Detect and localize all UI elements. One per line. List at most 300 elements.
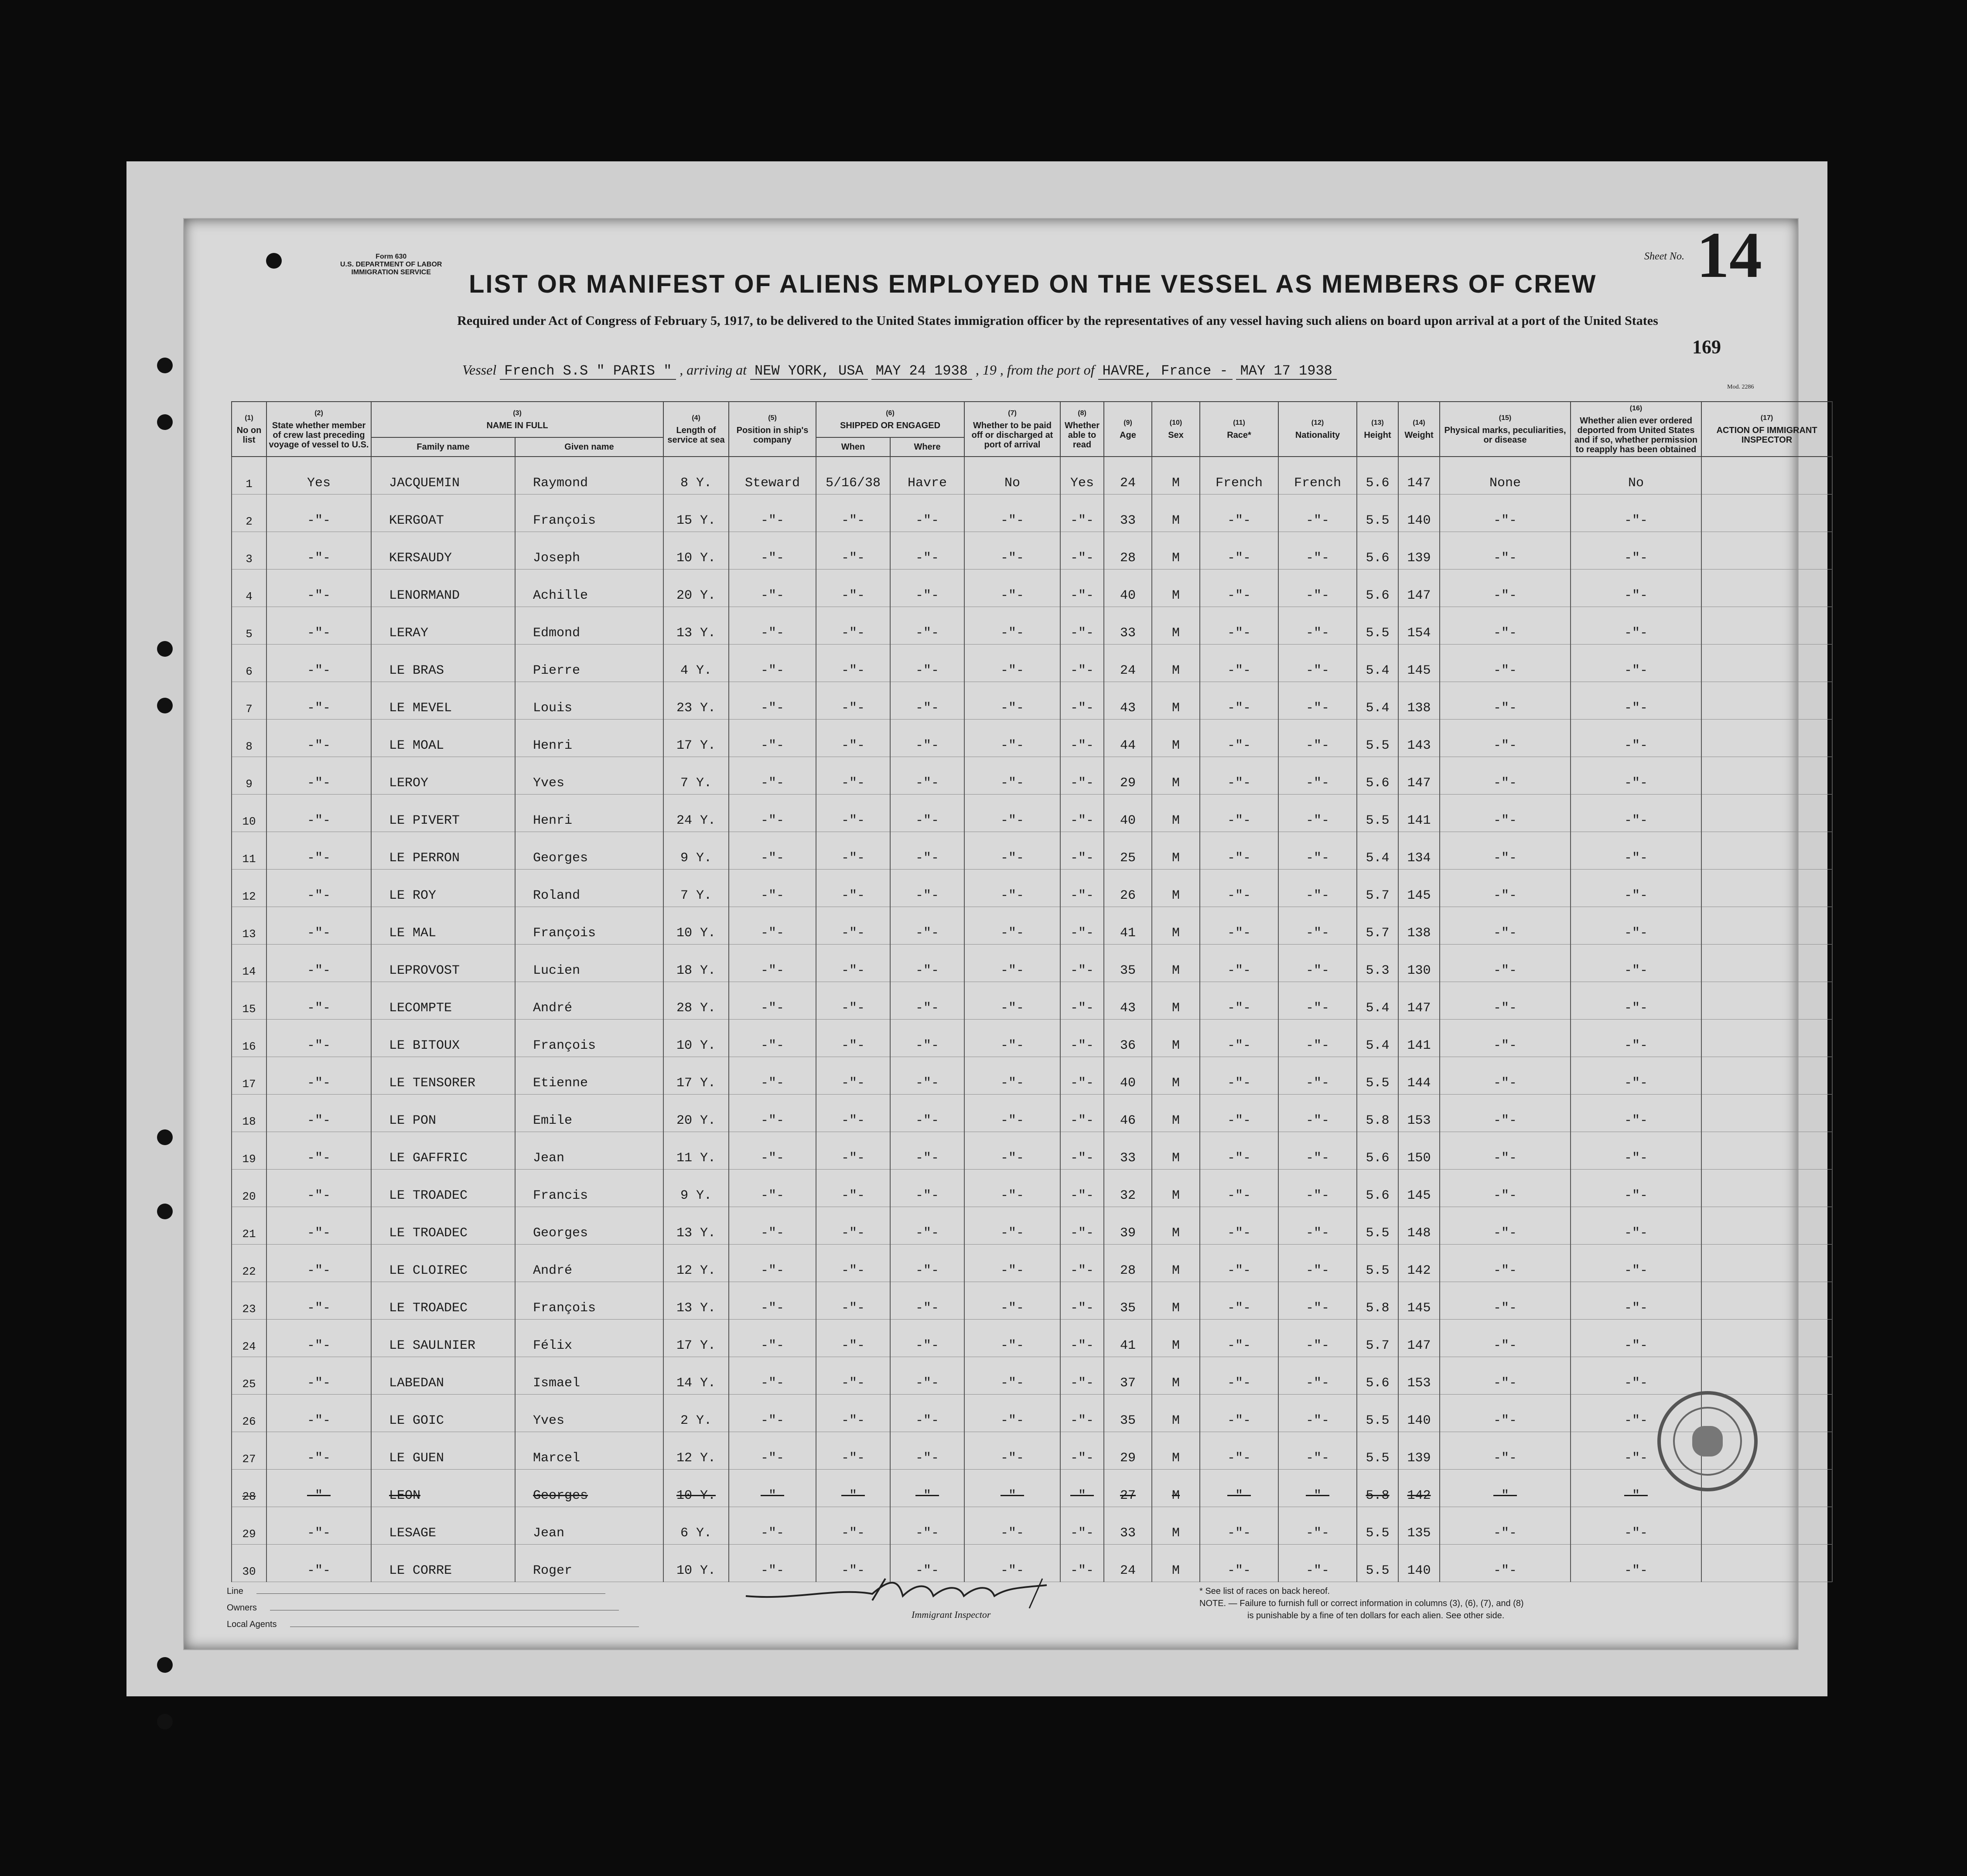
age-cell: 40 [1104, 570, 1152, 607]
service-length-cell: 11 Y. [663, 1132, 729, 1170]
given-name-cell: Henri [515, 720, 663, 757]
row-number: 25 [232, 1357, 266, 1395]
paid-off-cell: -"- [964, 570, 1060, 607]
service-length-cell: 13 Y. [663, 1282, 729, 1320]
table-row [232, 1320, 1832, 1357]
previous-voyage-cell: -"- [266, 1132, 371, 1170]
table-row [232, 1470, 1832, 1507]
previous-voyage-cell: -"- [266, 1507, 371, 1545]
family-name-cell: LE CORRE [371, 1545, 515, 1582]
given-name-cell: Emile [515, 1095, 663, 1132]
row-number: 3 [232, 532, 266, 570]
nationality-cell: -"- [1278, 1132, 1357, 1170]
service-length-cell: 7 Y. [663, 757, 729, 795]
paid-off-cell: -"- [964, 795, 1060, 832]
shipped-when-cell: -"- [816, 1245, 890, 1282]
row-number: 30 [232, 1545, 266, 1582]
deported-cell: -"- [1571, 1320, 1701, 1357]
nationality-cell: -"- [1278, 1357, 1357, 1395]
shipped-when-cell: -"- [816, 945, 890, 982]
given-name-cell: Etienne [515, 1057, 663, 1095]
given-name-cell: François [515, 907, 663, 945]
weight-cell: 142 [1398, 1245, 1440, 1282]
able-to-read-cell: -"- [1060, 795, 1104, 832]
family-name-cell: LE MOAL [371, 720, 515, 757]
paid-off-cell: -"- [964, 1132, 1060, 1170]
shipped-where-cell: -"- [890, 1095, 964, 1132]
position-cell: -"- [729, 832, 816, 870]
paid-off-cell: -"- [964, 1057, 1060, 1095]
physical-marks-cell: -"- [1440, 607, 1571, 645]
race-cell: -"- [1200, 832, 1278, 870]
shipped-where-cell: -"- [890, 1020, 964, 1057]
shipped-when-cell: -"- [816, 682, 890, 720]
able-to-read-cell: -"- [1060, 982, 1104, 1020]
shipped-when-cell: -"- [816, 532, 890, 570]
able-to-read-cell: -"- [1060, 720, 1104, 757]
row-number: 10 [232, 795, 266, 832]
inspector-action-cell [1701, 1095, 1832, 1132]
row-number: 26 [232, 1395, 266, 1432]
table-row [232, 607, 1832, 645]
shipped-when-cell: -"- [816, 1470, 890, 1507]
inspector-action-cell [1701, 1507, 1832, 1545]
able-to-read-cell: -"- [1060, 1020, 1104, 1057]
able-to-read-cell: -"- [1060, 607, 1104, 645]
form-mod-number: Mod. 2286 [1727, 384, 1754, 390]
weight-cell: 145 [1398, 645, 1440, 682]
col-header-name: (3) NAME IN FULL [371, 402, 663, 437]
col-header-height: (13) Height [1357, 402, 1398, 457]
binder-hole [157, 1204, 173, 1219]
weight-cell: 148 [1398, 1207, 1440, 1245]
inspector-action-cell [1701, 1282, 1832, 1320]
service-length-cell: 9 Y. [663, 832, 729, 870]
deported-cell: -"- [1571, 1207, 1701, 1245]
binder-hole [266, 253, 282, 269]
form-identifier [340, 253, 442, 276]
service-length-cell: 13 Y. [663, 607, 729, 645]
shipped-when-cell: -"- [816, 1507, 890, 1545]
sheet-number-label: Sheet No. [1644, 251, 1684, 262]
service-length-cell: 18 Y. [663, 945, 729, 982]
race-cell: -"- [1200, 720, 1278, 757]
able-to-read-cell: -"- [1060, 1282, 1104, 1320]
previous-voyage-cell: -"- [266, 1170, 371, 1207]
deported-cell: -"- [1571, 907, 1701, 945]
shipped-where-cell: -"- [890, 1057, 964, 1095]
given-name-cell: Henri [515, 795, 663, 832]
row-number: 2 [232, 495, 266, 532]
table-row [232, 795, 1832, 832]
col-header-race: (11) Race* [1200, 402, 1278, 457]
race-cell: -"- [1200, 1245, 1278, 1282]
from-label: , from the port of [1000, 362, 1095, 378]
department-name: U.S. DEPARTMENT OF LABOR [340, 261, 442, 268]
service-length-cell: 8 Y. [663, 457, 729, 495]
age-cell: 29 [1104, 757, 1152, 795]
weight-cell: 150 [1398, 1132, 1440, 1170]
shipped-where-cell: -"- [890, 1470, 964, 1507]
sex-cell: M [1152, 1095, 1200, 1132]
shipped-where-cell: -"- [890, 682, 964, 720]
age-cell: 33 [1104, 495, 1152, 532]
paid-off-cell: -"- [964, 682, 1060, 720]
binder-hole [157, 358, 173, 373]
age-cell: 28 [1104, 532, 1152, 570]
nationality-cell: -"- [1278, 532, 1357, 570]
nationality-cell: French [1278, 457, 1357, 495]
inspector-action-cell [1701, 982, 1832, 1020]
row-number: 13 [232, 907, 266, 945]
table-row [232, 1395, 1832, 1432]
previous-voyage-cell: -"- [266, 832, 371, 870]
height-cell: 5.7 [1357, 907, 1398, 945]
previous-voyage-cell: -"- [266, 1095, 371, 1132]
physical-marks-cell: -"- [1440, 645, 1571, 682]
vessel-line [462, 362, 1337, 380]
form-number: Form 630 [376, 253, 407, 260]
able-to-read-cell: -"- [1060, 907, 1104, 945]
col-header-sex: (10) Sex [1152, 402, 1200, 457]
able-to-read-cell: -"- [1060, 832, 1104, 870]
sex-cell: M [1152, 645, 1200, 682]
previous-voyage-cell: -"- [266, 1470, 371, 1507]
nationality-cell: -"- [1278, 1095, 1357, 1132]
sheet-number: 14 [1697, 219, 1762, 291]
physical-marks-cell: -"- [1440, 1095, 1571, 1132]
weight-cell: 130 [1398, 945, 1440, 982]
weight-cell: 145 [1398, 1282, 1440, 1320]
deported-cell: -"- [1571, 1245, 1701, 1282]
american-consulate-stamp [1657, 1391, 1758, 1491]
previous-voyage-cell: -"- [266, 1282, 371, 1320]
deported-cell: -"- [1571, 1057, 1701, 1095]
weight-cell: 138 [1398, 682, 1440, 720]
age-cell: 27 [1104, 1470, 1152, 1507]
nationality-cell: -"- [1278, 1507, 1357, 1545]
position-cell: -"- [729, 1170, 816, 1207]
shipped-when-cell: -"- [816, 1170, 890, 1207]
physical-marks-cell: -"- [1440, 1057, 1571, 1095]
previous-voyage-cell: -"- [266, 607, 371, 645]
position-cell: -"- [729, 795, 816, 832]
previous-voyage-cell: -"- [266, 1432, 371, 1470]
vessel-name: French S.S " PARIS " [500, 363, 676, 380]
family-name-cell: KERGOAT [371, 495, 515, 532]
binder-hole [157, 698, 173, 713]
position-cell: -"- [729, 1057, 816, 1095]
inspector-action-cell [1701, 1357, 1832, 1395]
shipped-when-cell: -"- [816, 1320, 890, 1357]
sex-cell: M [1152, 720, 1200, 757]
able-to-read-cell: -"- [1060, 1545, 1104, 1582]
service-length-cell: 7 Y. [663, 870, 729, 907]
service-length-cell: 10 Y. [663, 532, 729, 570]
weight-cell: 134 [1398, 832, 1440, 870]
able-to-read-cell: -"- [1060, 1245, 1104, 1282]
arriving-port: NEW YORK, USA [750, 363, 868, 380]
inspector-action-cell [1701, 907, 1832, 945]
nationality-cell: -"- [1278, 645, 1357, 682]
family-name-cell: LE GAFFRIC [371, 1132, 515, 1170]
table-row [232, 870, 1832, 907]
height-cell: 5.6 [1357, 1170, 1398, 1207]
previous-voyage-cell: -"- [266, 945, 371, 982]
sex-cell: M [1152, 907, 1200, 945]
able-to-read-cell: -"- [1060, 570, 1104, 607]
paid-off-cell: -"- [964, 1020, 1060, 1057]
age-cell: 25 [1104, 832, 1152, 870]
able-to-read-cell: -"- [1060, 1057, 1104, 1095]
col-header-family-name: Family name [371, 437, 515, 457]
binder-hole [157, 1657, 173, 1673]
inspector-action-cell [1701, 795, 1832, 832]
binder-hole [157, 414, 173, 430]
family-name-cell: LEROY [371, 757, 515, 795]
table-row [232, 1020, 1832, 1057]
family-name-cell: LE TROADEC [371, 1207, 515, 1245]
shipped-where-cell: -"- [890, 1320, 964, 1357]
departure-date: MAY 17 1938 [1236, 363, 1337, 380]
able-to-read-cell: -"- [1060, 1320, 1104, 1357]
previous-voyage-cell: -"- [266, 1395, 371, 1432]
weight-cell: 139 [1398, 532, 1440, 570]
col-header-shipped: (6) SHIPPED OR ENGAGED [816, 402, 964, 437]
previous-voyage-cell: -"- [266, 1245, 371, 1282]
sex-cell: M [1152, 832, 1200, 870]
able-to-read-cell: -"- [1060, 1470, 1104, 1507]
weight-cell: 144 [1398, 1057, 1440, 1095]
sex-cell: M [1152, 1470, 1200, 1507]
table-row [232, 1057, 1832, 1095]
given-name-cell: Jean [515, 1132, 663, 1170]
line-label: Line [227, 1586, 243, 1596]
position-cell: -"- [729, 570, 816, 607]
table-row [232, 832, 1832, 870]
nationality-cell: -"- [1278, 832, 1357, 870]
given-name-cell: Jean [515, 1507, 663, 1545]
sex-cell: M [1152, 1207, 1200, 1245]
stamp-emblem-icon [1692, 1426, 1723, 1456]
given-name-cell: Pierre [515, 645, 663, 682]
table-row [232, 1170, 1832, 1207]
service-length-cell: 23 Y. [663, 682, 729, 720]
age-cell: 41 [1104, 1320, 1152, 1357]
inspector-signature [741, 1570, 1055, 1609]
weight-cell: 154 [1398, 607, 1440, 645]
page-subtitle: Required under Act of Congress of February 5, 1917, to be delivered to the United States immigration officer by the representatives of any vessel having such aliens on board upon arrival at a port of the United States [457, 314, 1658, 328]
row-number: 20 [232, 1170, 266, 1207]
shipped-when-cell: -"- [816, 1132, 890, 1170]
shipped-where-cell: -"- [890, 870, 964, 907]
race-cell: -"- [1200, 982, 1278, 1020]
inspector-action-cell [1701, 1245, 1832, 1282]
shipped-when-cell: -"- [816, 570, 890, 607]
physical-marks-cell: -"- [1440, 1432, 1571, 1470]
given-name-cell: Raymond [515, 457, 663, 495]
deported-cell: -"- [1571, 607, 1701, 645]
deported-cell: -"- [1571, 1545, 1701, 1582]
shipped-when-cell: -"- [816, 1357, 890, 1395]
given-name-cell: André [515, 1245, 663, 1282]
family-name-cell: LERAY [371, 607, 515, 645]
arrival-date: MAY 24 1938 [871, 363, 972, 380]
able-to-read-cell: -"- [1060, 870, 1104, 907]
inspector-action-cell [1701, 1545, 1832, 1582]
inspector-action-cell [1701, 607, 1832, 645]
inspector-action-cell [1701, 570, 1832, 607]
age-cell: 40 [1104, 1057, 1152, 1095]
age-cell: 28 [1104, 1245, 1152, 1282]
height-cell: 5.6 [1357, 532, 1398, 570]
paid-off-cell: -"- [964, 720, 1060, 757]
race-cell: -"- [1200, 870, 1278, 907]
col-header-previous-voyage: (2) State whether member of crew last preceding voyage of vessel to U.S. [266, 402, 371, 457]
row-number: 9 [232, 757, 266, 795]
sex-cell: M [1152, 1245, 1200, 1282]
able-to-read-cell: -"- [1060, 682, 1104, 720]
col-header-no: (1) No on list [232, 402, 266, 457]
paid-off-cell: -"- [964, 1432, 1060, 1470]
height-cell: 5.6 [1357, 1132, 1398, 1170]
height-cell: 5.4 [1357, 1020, 1398, 1057]
family-name-cell: LECOMPTE [371, 982, 515, 1020]
deported-cell: -"- [1571, 570, 1701, 607]
race-cell: -"- [1200, 682, 1278, 720]
races-note: * See list of races on back hereof. [1199, 1586, 1330, 1596]
shipped-where-cell: -"- [890, 1170, 964, 1207]
age-cell: 44 [1104, 720, 1152, 757]
weight-cell: 135 [1398, 1507, 1440, 1545]
position-cell: -"- [729, 1207, 816, 1245]
shipped-where-cell: -"- [890, 1432, 964, 1470]
nationality-cell: -"- [1278, 1245, 1357, 1282]
able-to-read-cell: -"- [1060, 1207, 1104, 1245]
inspector-label: Immigrant Inspector [912, 1609, 991, 1620]
nationality-cell: -"- [1278, 870, 1357, 907]
paid-off-cell: -"- [964, 1282, 1060, 1320]
sex-cell: M [1152, 1170, 1200, 1207]
weight-cell: 145 [1398, 1170, 1440, 1207]
paid-off-cell: -"- [964, 1207, 1060, 1245]
manifest-rows [232, 457, 1832, 1582]
nationality-cell: -"- [1278, 757, 1357, 795]
weight-cell: 145 [1398, 870, 1440, 907]
age-cell: 24 [1104, 457, 1152, 495]
weight-cell: 141 [1398, 795, 1440, 832]
height-cell: 5.5 [1357, 1545, 1398, 1582]
deported-cell: -"- [1571, 832, 1701, 870]
table-row [232, 1207, 1832, 1245]
physical-marks-cell: -"- [1440, 1320, 1571, 1357]
shipped-when-cell: -"- [816, 495, 890, 532]
weight-cell: 141 [1398, 1020, 1440, 1057]
height-cell: 5.6 [1357, 757, 1398, 795]
physical-marks-cell: None [1440, 457, 1571, 495]
previous-voyage-cell: -"- [266, 1320, 371, 1357]
previous-voyage-cell: -"- [266, 1057, 371, 1095]
service-length-cell: 10 Y. [663, 907, 729, 945]
inspector-action-cell [1701, 457, 1832, 495]
given-name-cell: Edmond [515, 607, 663, 645]
table-row [232, 532, 1832, 570]
race-cell: -"- [1200, 1057, 1278, 1095]
shipped-where-cell: -"- [890, 607, 964, 645]
row-number: 1 [232, 457, 266, 495]
col-header-where: Where [890, 437, 964, 457]
service-length-cell: 24 Y. [663, 795, 729, 832]
paid-off-cell: -"- [964, 1095, 1060, 1132]
service-length-cell: 13 Y. [663, 1207, 729, 1245]
height-cell: 5.6 [1357, 1357, 1398, 1395]
col-header-weight: (14) Weight [1398, 402, 1440, 457]
binder-hole [157, 641, 173, 657]
paid-off-cell: -"- [964, 757, 1060, 795]
row-number: 17 [232, 1057, 266, 1095]
race-cell: -"- [1200, 645, 1278, 682]
height-cell: 5.3 [1357, 945, 1398, 982]
paid-off-cell: -"- [964, 1170, 1060, 1207]
height-cell: 5.8 [1357, 1095, 1398, 1132]
height-cell: 5.5 [1357, 1207, 1398, 1245]
nationality-cell: -"- [1278, 945, 1357, 982]
row-number: 22 [232, 1245, 266, 1282]
nationality-cell: -"- [1278, 1057, 1357, 1095]
given-name-cell: François [515, 1020, 663, 1057]
nationality-cell: -"- [1278, 982, 1357, 1020]
previous-voyage-cell: -"- [266, 982, 371, 1020]
deported-cell: -"- [1571, 982, 1701, 1020]
shipped-where-cell: -"- [890, 1507, 964, 1545]
inspector-action-cell [1701, 1320, 1832, 1357]
sex-cell: M [1152, 1545, 1200, 1582]
table-row [232, 1507, 1832, 1545]
sex-cell: M [1152, 532, 1200, 570]
service-length-cell: 10 Y. [663, 1470, 729, 1507]
race-cell: -"- [1200, 795, 1278, 832]
service-length-cell: 10 Y. [663, 1020, 729, 1057]
able-to-read-cell: -"- [1060, 532, 1104, 570]
able-to-read-cell: -"- [1060, 495, 1104, 532]
able-to-read-cell: -"- [1060, 1507, 1104, 1545]
given-name-cell: Lucien [515, 945, 663, 982]
table-row [232, 982, 1832, 1020]
physical-marks-cell: -"- [1440, 1020, 1571, 1057]
line-field [256, 1593, 605, 1594]
race-cell: -"- [1200, 907, 1278, 945]
position-cell: -"- [729, 870, 816, 907]
age-cell: 37 [1104, 1357, 1152, 1395]
position-cell: -"- [729, 1020, 816, 1057]
position-cell: -"- [729, 495, 816, 532]
service-length-cell: 12 Y. [663, 1432, 729, 1470]
position-cell: -"- [729, 945, 816, 982]
weight-cell: 147 [1398, 982, 1440, 1020]
height-cell: 5.5 [1357, 607, 1398, 645]
shipped-where-cell: -"- [890, 720, 964, 757]
paid-off-cell: -"- [964, 1545, 1060, 1582]
shipped-where-cell: -"- [890, 1132, 964, 1170]
crew-manifest-table [231, 401, 1833, 1582]
table-row [232, 495, 1832, 532]
shipped-when-cell: -"- [816, 1545, 890, 1582]
shipped-where-cell: -"- [890, 1545, 964, 1582]
paid-off-cell: -"- [964, 645, 1060, 682]
able-to-read-cell: -"- [1060, 1357, 1104, 1395]
shipped-where-cell: -"- [890, 907, 964, 945]
race-cell: French [1200, 457, 1278, 495]
